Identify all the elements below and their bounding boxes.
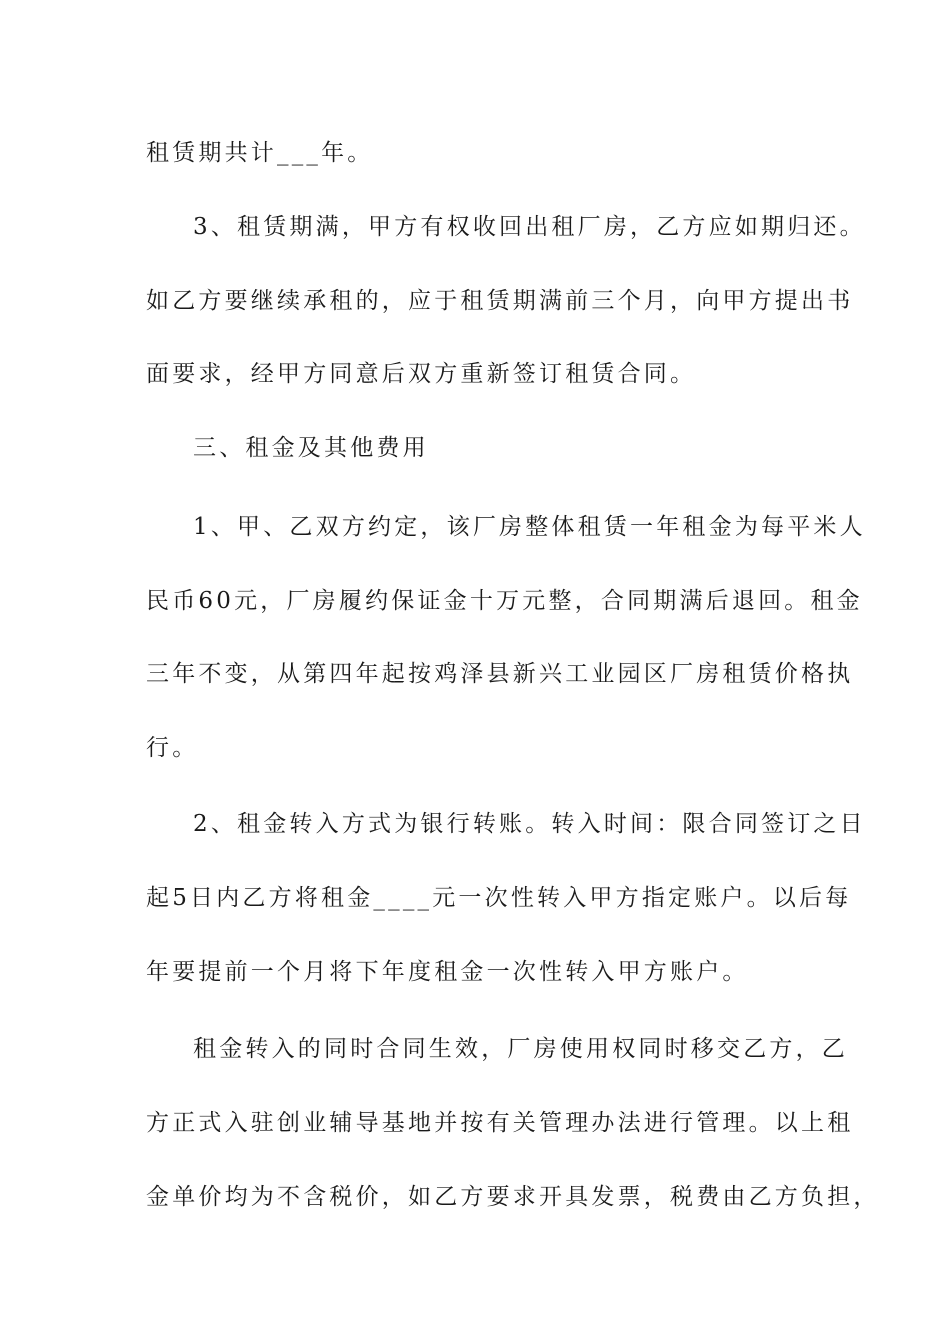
text-line: 行。: [146, 735, 199, 761]
text-line: 租赁期共计___年。: [146, 140, 374, 166]
text-line: 1、甲、乙双方约定，该厂房整体租赁一年租金为每平米人: [193, 514, 866, 540]
section-heading: 三、租金及其他费用: [193, 435, 429, 461]
text-line: 起5日内乙方将租金____元一次性转入甲方指定账户。以后每: [146, 885, 852, 911]
text-line: 2、租金转入方式为银行转账。转入时间：限合同签订之日: [193, 811, 866, 837]
text-line: 租金转入的同时合同生效，厂房使用权同时移交乙方，乙: [193, 1036, 848, 1062]
text-line: 金单价均为不含税价，如乙方要求开具发票，税费由乙方负担，: [146, 1184, 880, 1210]
text-line: 面要求，经甲方同意后双方重新签订租赁合同。: [146, 361, 697, 387]
text-line: 年要提前一个月将下年度租金一次性转入甲方账户。: [146, 959, 749, 985]
text-line: 如乙方要继续承租的，应于租赁期满前三个月，向甲方提出书: [146, 288, 854, 314]
text-line: 3、租赁期满，甲方有权收回出租厂房，乙方应如期归还。: [193, 214, 866, 240]
text-line: 民币60元，厂房履约保证金十万元整，合同期满后退回。租金: [146, 588, 863, 614]
text-line: 三年不变，从第四年起按鸡泽县新兴工业园区厂房租赁价格执: [146, 661, 854, 687]
text-line: 方正式入驻创业辅导基地并按有关管理办法进行管理。以上租: [146, 1110, 854, 1136]
